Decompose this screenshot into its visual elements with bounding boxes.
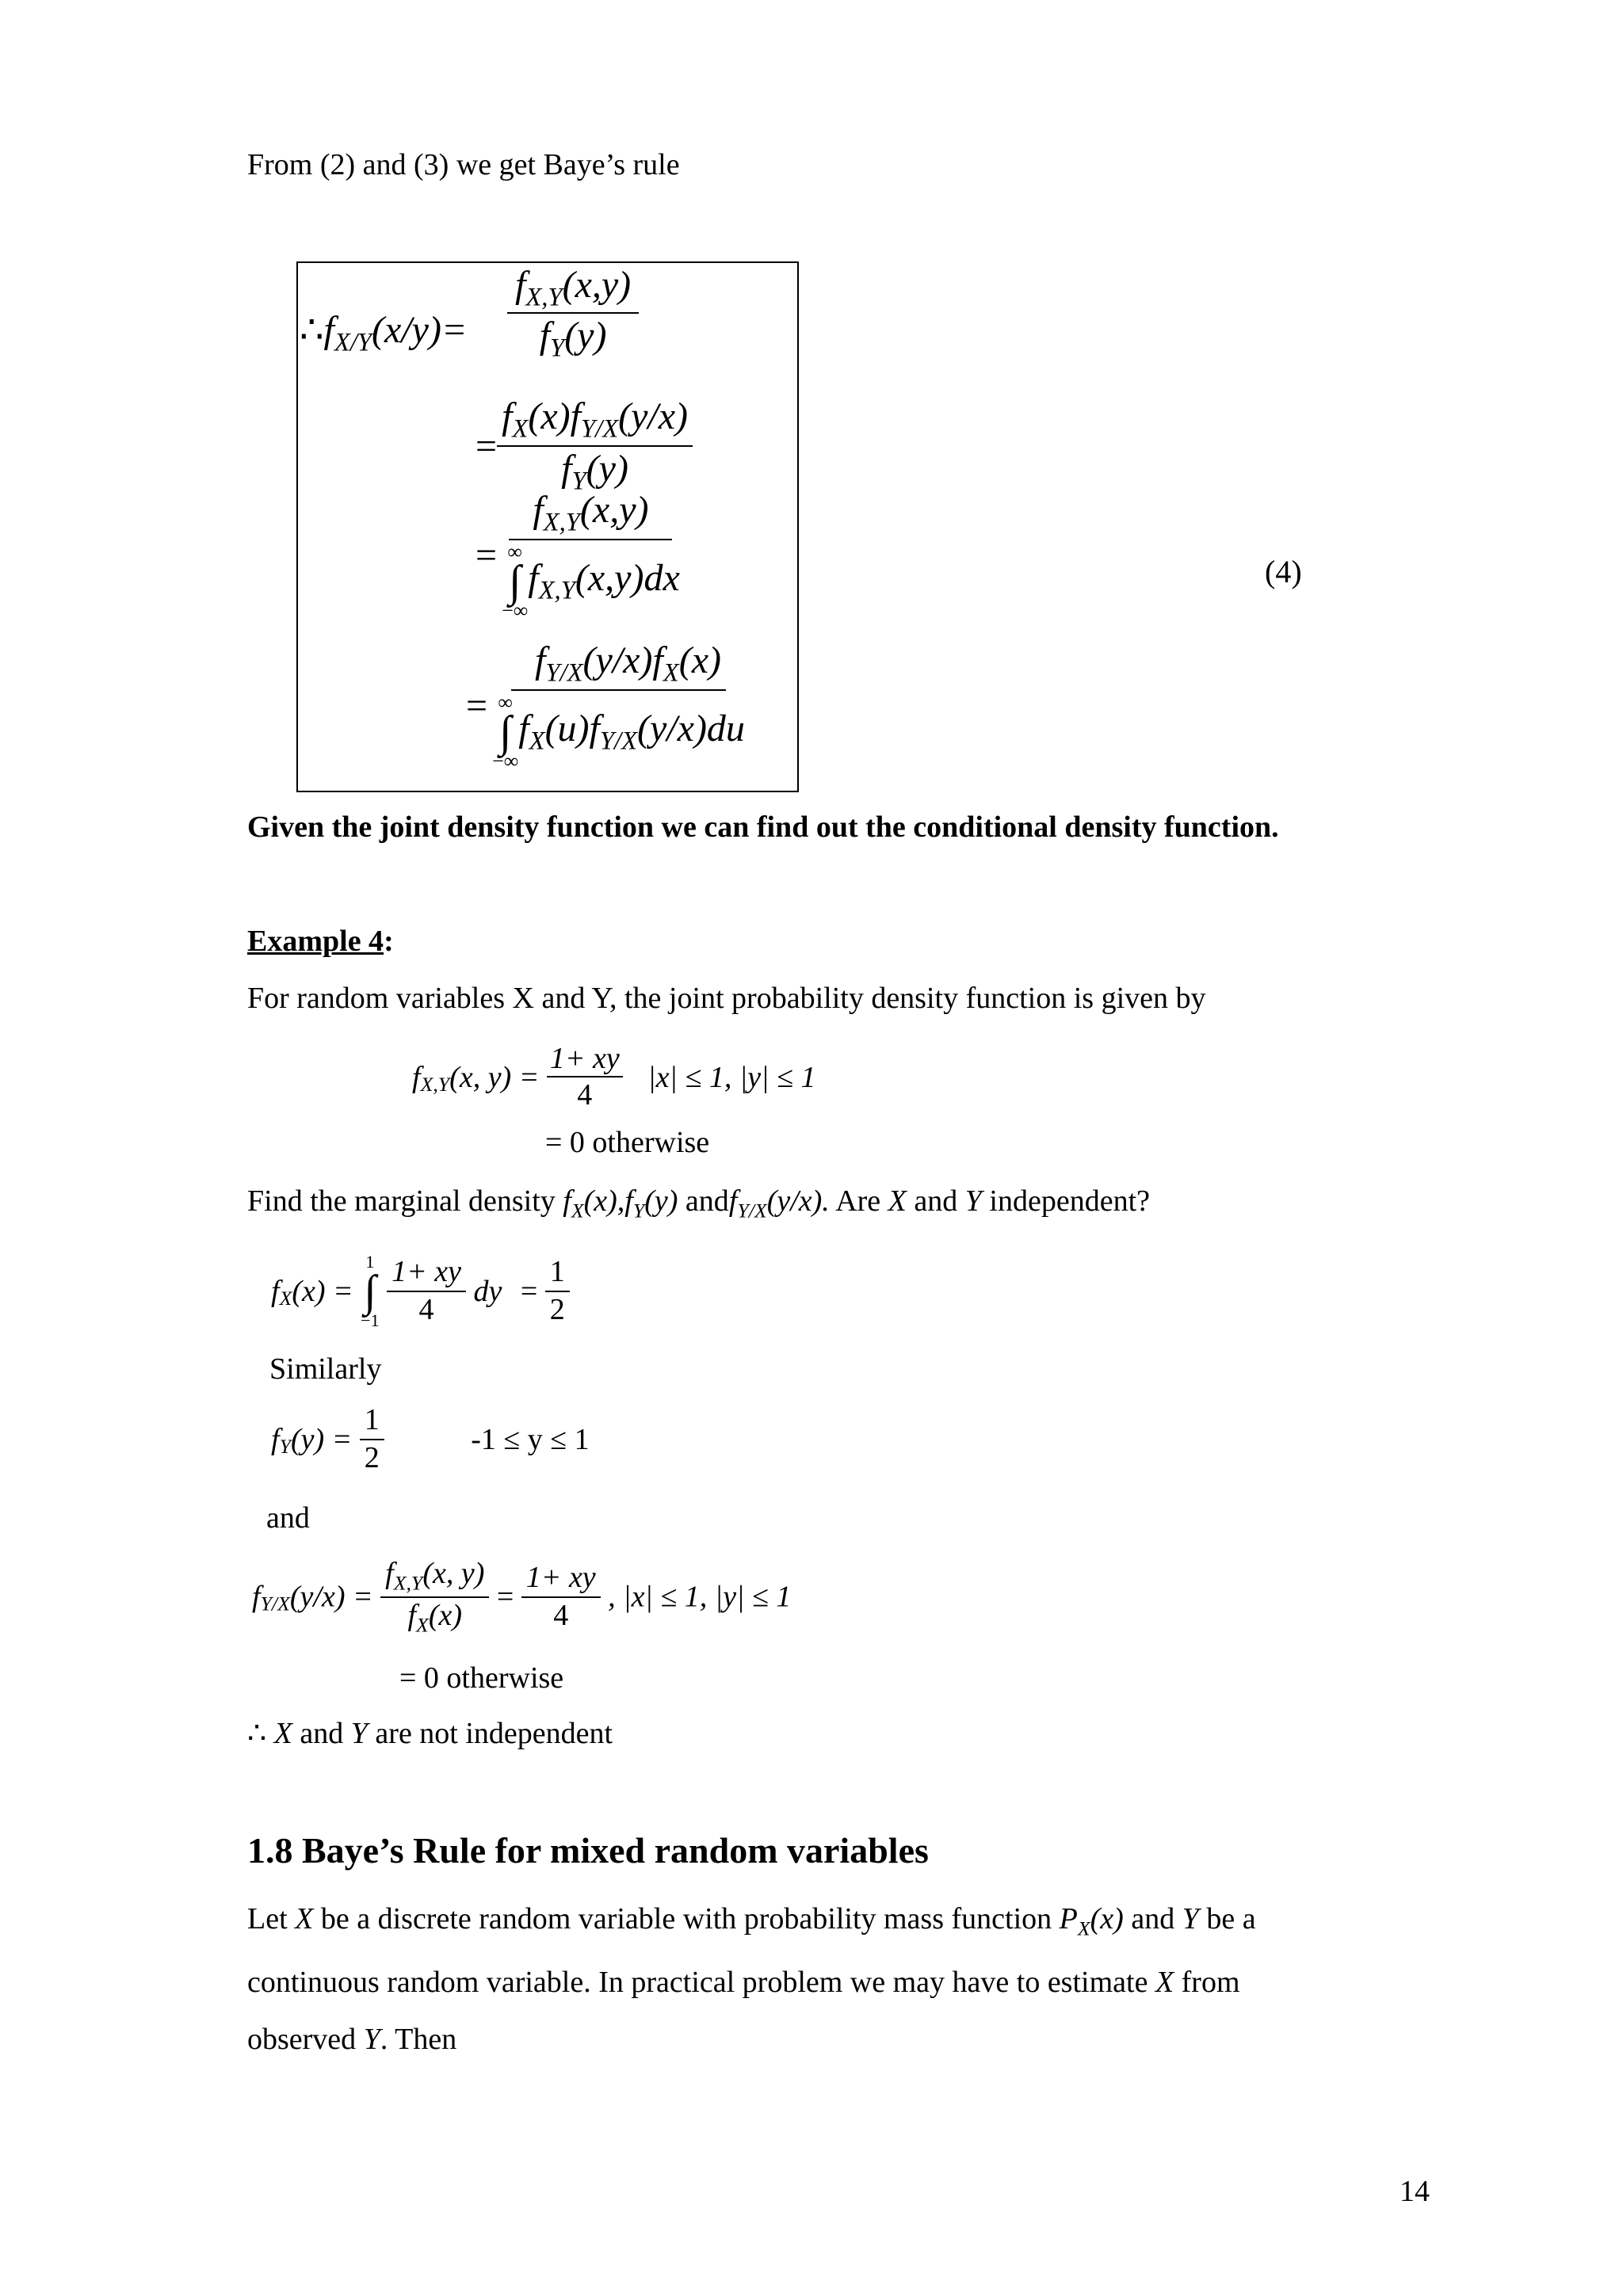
- bayes-step4-fraction: = $f_{Y/X}(y/x)f_X(x)$ ∞ ∫ −∞ $f_X(u)f_{Y/X}(y/x)du$: [466, 639, 745, 773]
- example-heading: Example 4:: [247, 925, 394, 958]
- bold-statement: Given the joint density function we can find out the conditional density function.: [247, 810, 1279, 844]
- marginal-x-formula: $f_X(x)$ = 1 ∫ −1 $\frac{1+ xy}{4}$ dy = $\frac{1}{2}$: [271, 1252, 570, 1331]
- section-heading: 1.8 Baye’s Rule for mixed random variables: [247, 1830, 929, 1871]
- integral-sign: 1 ∫ −1: [361, 1252, 380, 1330]
- similarly-text: Similarly: [269, 1352, 382, 1386]
- section-line-2: continuous random variable. In practical problem we may have to estimate X from: [247, 1966, 1240, 1999]
- bayes-step2-fraction: = $\frac{f_X(x)f_{Y/X}(y/x)}{f_Y(y)}$: [475, 396, 693, 497]
- joint-otherwise: = 0 otherwise: [545, 1126, 710, 1159]
- bayes-step3-fraction: = $f_{X,Y}(x,y)$ ∞ ∫ −∞ $f_{X,Y}(x,y)dx$: [475, 489, 680, 623]
- example-text: For random variables X and Y, the joint probability density function is given by: [247, 982, 1206, 1015]
- intro-text: From (2) and (3) we get Baye’s rule: [247, 148, 680, 181]
- conclusion-text: ∴ X and Y are not independent: [247, 1717, 613, 1750]
- integral-sign: ∞ ∫ −∞: [502, 540, 529, 623]
- example-question: Find the marginal density $f_X(x),f_Y(y)$ andf$_{Y/X}$(y/x). Are X and Y independent?: [247, 1184, 1150, 1222]
- joint-density-formula: $f_{X,Y}(x$, y) = $\frac{1+ xy}{4}$ |x| ≤ 1, |y| ≤ 1: [412, 1042, 816, 1112]
- equation-number: (4): [1265, 554, 1302, 589]
- and-text: and: [266, 1501, 310, 1535]
- section-line-3: observed Y. Then: [247, 2023, 457, 2056]
- bayes-lhs: $\therefore f_{X/Y}(x/y)=$: [300, 309, 468, 357]
- conditional-otherwise: = 0 otherwise: [399, 1661, 564, 1695]
- bayes-step1-fraction: $\frac{f_{X,Y}(x,y)}{f_Y(y)}$: [507, 265, 639, 364]
- marginal-y-formula: $f_Y(y)$ = $\frac{1}{2}$ -1 ≤ y ≤ 1: [271, 1403, 590, 1474]
- section-line-1: Let X be a discrete random variable with probability mass function $P_X(x)$ and Y be a: [247, 1902, 1256, 1940]
- conditional-density-formula: $f_{Y/X}(y/x)$ = $\frac{f_{X,Y}(x, y)}{f_X(x)}$ = $\frac{1+ xy}{4}$ , |x| ≤ 1, |y| ≤ 1: [252, 1557, 792, 1636]
- page-number: 14: [1400, 2175, 1430, 2208]
- integral-sign: ∞ ∫ −∞: [492, 691, 519, 773]
